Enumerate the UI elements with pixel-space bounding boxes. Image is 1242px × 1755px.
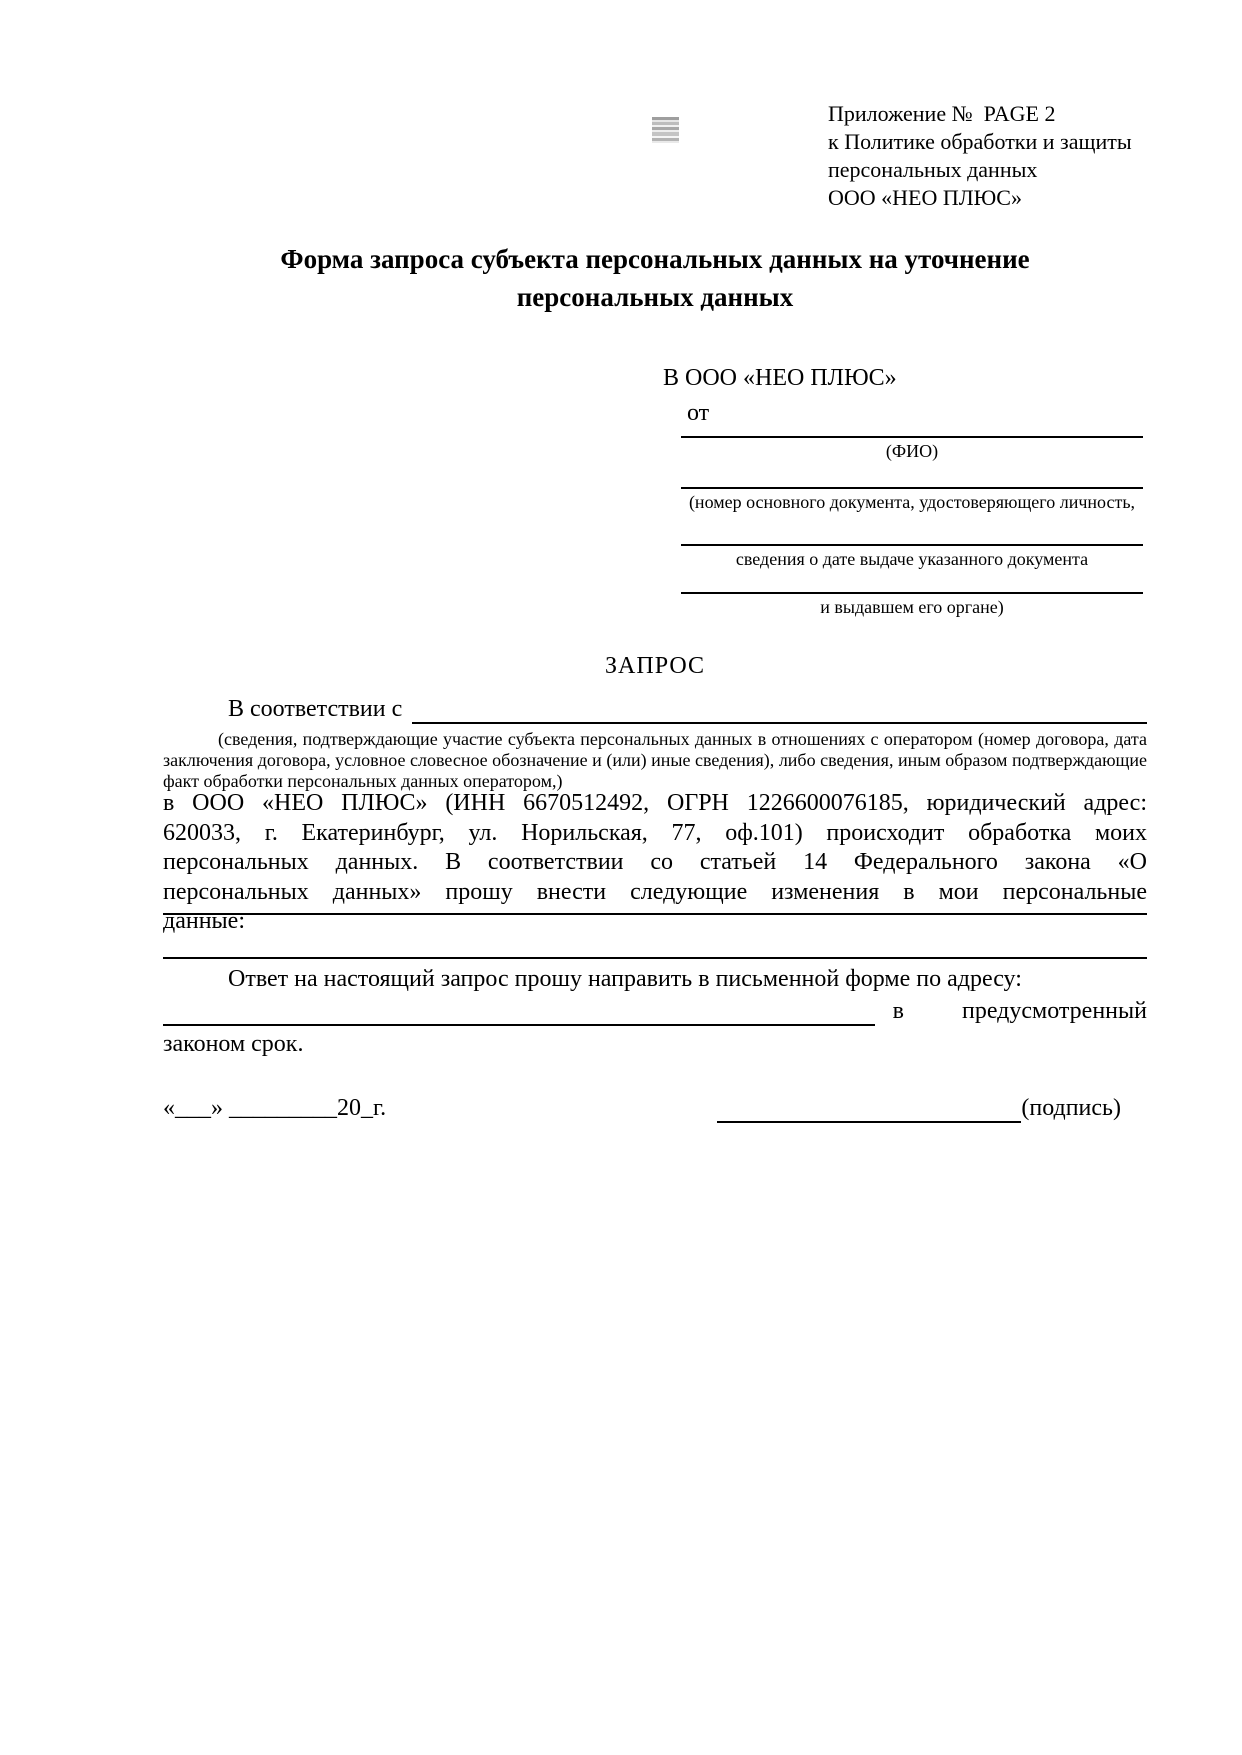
- issue-date-blank-line: [681, 513, 1143, 546]
- date-signature-row: [163, 1093, 1147, 1123]
- basis-blank-line: [412, 694, 1147, 724]
- embedded-object-marker-icon: [652, 117, 679, 143]
- document-number-blank-line: [681, 462, 1143, 489]
- appendix-note: [828, 100, 1158, 212]
- reply-sentence: Ответ на настоящий запрос прошу направить в письменной форме по адресу:: [228, 966, 1022, 992]
- changes-blank-line-2: [163, 930, 1147, 959]
- issuing-authority-blank-line: [681, 570, 1143, 594]
- request-body: в ООО «НЕО ПЛЮС» (ИНН 6670512492, ОГРН 1226600076185, юридический адрес: 620033, г. Екатеринбург, ул. Норильская, 77, оф.101) происходит обработка моих персональных данных. В соответствии со статьей 14 Федерального закона «О персональных данных» прошу внести следующие изменения в мои персональные данные:: [163, 790, 1147, 934]
- issuing-authority-caption: и выдавшем его органе): [820, 597, 1004, 617]
- appendix-note-line: Приложение № PAGE 2: [828, 101, 1056, 126]
- basis-prefix: В соответствии с: [228, 696, 403, 722]
- reply-suffix: в предусмотренный: [892, 998, 1147, 1024]
- date-blank: «___» _________20_г.: [163, 1095, 387, 1121]
- reply-address-line: [163, 996, 1147, 1026]
- fio-blank-line: [681, 410, 1143, 438]
- signature-blank-line: [717, 1093, 1021, 1123]
- request-heading: ЗАПРОС: [605, 653, 705, 679]
- signature-caption: (подпись): [1021, 1095, 1121, 1121]
- basis-fine-print: (сведения, подтверждающие участие субъекта персональных данных в отношениях с оператором (номер договора, дата заключения договора, условное словесное обозначение и (или) иные сведения), либо сведения, иным образом подтверждающие факт обработки персональных данных оператором,): [163, 729, 1147, 791]
- appendix-note-line: персональных данных: [828, 157, 1038, 182]
- appendix-note-line: к Политике обработки и защиты: [828, 129, 1132, 154]
- reply-ending: законом срок.: [163, 1031, 304, 1057]
- recipient-line: В ООО «НЕО ПЛЮС»: [663, 365, 897, 391]
- address-blank-line: [163, 996, 875, 1026]
- document-number-caption: (номер основного документа, удостоверяющего личность,: [688, 492, 1136, 512]
- applicant-fields: [681, 410, 1143, 618]
- from-label: от: [687, 400, 710, 426]
- fio-caption: (ФИО): [885, 441, 939, 461]
- document-title: Форма запроса субъекта персональных данных на уточнение персональных данных: [280, 244, 1030, 312]
- issue-date-caption: сведения о дате выдаче указанного документа: [735, 549, 1089, 569]
- basis-line: [163, 694, 1147, 724]
- appendix-note-line: ООО «НЕО ПЛЮС»: [828, 185, 1022, 210]
- changes-blank-line-1: [163, 886, 1147, 915]
